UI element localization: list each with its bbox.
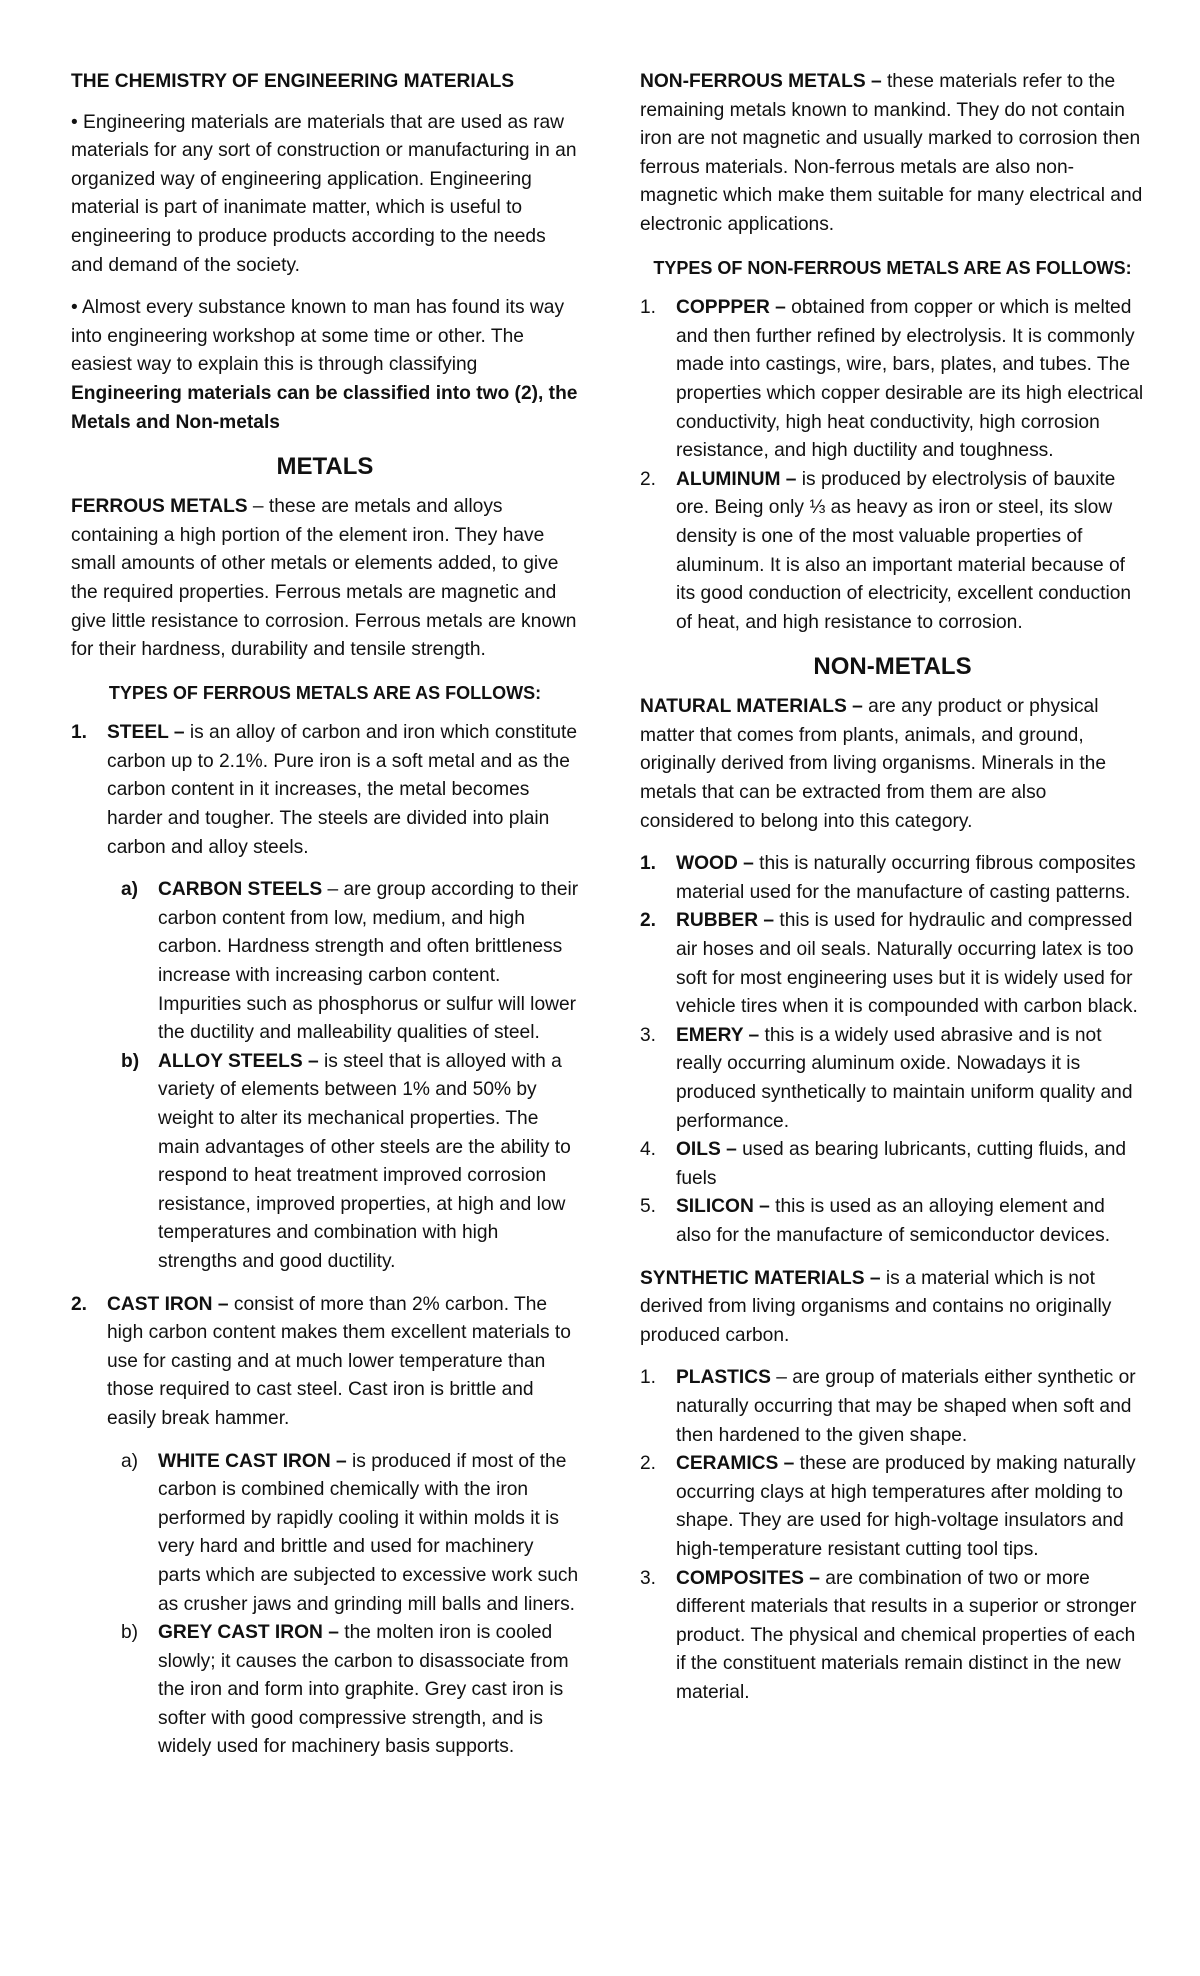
sub-item-grey-cast-iron [121, 1619, 579, 1762]
item-term: CAST IRON – [107, 1293, 229, 1315]
list-item-steel [71, 719, 579, 1276]
ferrous-types-heading: TYPES OF FERROUS METALS ARE AS FOLLOWS: [108, 682, 542, 703]
sub-marker: b) [121, 1050, 140, 1072]
synthetic-materials-list [640, 1364, 1145, 1707]
list-marker: 5. [640, 1196, 657, 1218]
ferrous-types-list [71, 719, 579, 1762]
intro-paragraph-2-text: • Almost every substance known to man has found its way into engineering workshop at some time or other. The easiest way to explain this is through classifying [71, 297, 565, 376]
sub-marker: a) [121, 1450, 139, 1472]
list-marker: 1. [640, 297, 657, 319]
item-desc: this is naturally occurring fibrous composites material used for the manufacture of casting patterns. [676, 853, 1136, 903]
intro-paragraph-1: • Engineering materials are materials that are used as raw materials for any sort of construction or manufacturing in an organized way of engineering application. Engineering material is part of inanimate matter, which is useful to engineering to produce products according to the needs and demand of the society. [71, 111, 577, 276]
natural-materials-list [640, 850, 1145, 1250]
list-item-aluminum [640, 466, 1145, 638]
item-term: COMPOSITES – [676, 1567, 820, 1589]
classification-statement: Engineering materials can be classified into two (2), the Metals and Non-metals [71, 382, 578, 433]
list-marker: 2. [71, 1293, 88, 1315]
metals-heading: METALS [276, 453, 374, 481]
sub-desc: – are group according to their carbon content from low, medium, and high carbon. Hardness strength and often brittleness increase with increasing carbon content. Impurities such as phosphorus or sulfur will lower the ductility and malleability qualities of steel. [158, 879, 579, 1044]
list-marker: 2. [640, 1453, 657, 1475]
list-marker: 2. [640, 910, 657, 932]
natural-materials-desc: are any product or physical matter that comes from plants, animals, and ground, originally derived from living organisms. Minerals in the metals that can be extracted from them are also considered to belong into this category. [640, 696, 1107, 832]
list-item-composites [640, 1565, 1145, 1708]
item-desc: – are group of materials either synthetic or naturally occurring that may be shaped when soft and then hardened to the given shape. [676, 1367, 1136, 1446]
item-term: EMERY – [676, 1024, 760, 1046]
sub-term: WHITE CAST IRON – [158, 1450, 347, 1472]
list-marker: 4. [640, 1139, 657, 1161]
item-desc: are combination of two or more different materials that results in a superior or stronger product. The physical and chemical properties of each if the constituent materials remain distinct in the new material. [676, 1567, 1137, 1703]
right-column [640, 68, 1145, 1721]
list-marker: 3. [640, 1024, 657, 1046]
item-term: STEEL – [107, 722, 185, 744]
steel-sublist [121, 876, 579, 1276]
item-desc: consist of more than 2% carbon. The high carbon content makes them excellent materials to use for casting and at much lower temperature than those required to cast steel. Cast iron is brittle and easily break hammer. [107, 1293, 571, 1429]
natural-materials-paragraph [640, 693, 1145, 836]
list-item-copper [640, 294, 1145, 466]
item-term: RUBBER – [676, 910, 775, 932]
natural-materials-term: NATURAL MATERIALS – [640, 696, 863, 718]
sub-desc: is steel that is alloyed with a variety of elements between 1% and 50% by weight to alter its mechanical properties. The main advantages of other steels are the ability to respond to heat treatment improved corrosion resistance, improved properties, at high and low temperatures and combination with high strengths and good ductility. [158, 1050, 571, 1272]
non-ferrous-types-list [640, 294, 1145, 637]
item-term: CERAMICS – [676, 1453, 795, 1475]
sub-item-carbon-steels [121, 876, 579, 1048]
list-item-ceramics [640, 1450, 1145, 1564]
list-marker: 1. [71, 722, 88, 744]
item-term: COPPPER – [676, 297, 786, 319]
sub-marker: b) [121, 1622, 139, 1644]
item-desc: is an alloy of carbon and iron which constitute carbon up to 2.1%. Pure iron is a soft metal and as the carbon content in it increases, the metal becomes harder and tougher. The steels are divided into plain carbon and alloy steels. [107, 722, 578, 858]
sub-marker: a) [121, 879, 139, 901]
item-term: WOOD – [676, 853, 754, 875]
list-marker: 1. [640, 853, 657, 875]
list-marker: 2. [640, 468, 657, 490]
list-marker: 3. [640, 1567, 657, 1589]
list-item-oils [640, 1136, 1145, 1193]
item-term: ALUMINUM – [676, 468, 797, 490]
item-desc: is produced by electrolysis of bauxite ore. Being only ⅓ as heavy as iron or steel, its slow density is one of the most valuable properties of aluminum. It is also an important material because of its good conduction of electricity, excellent conduction of heat, and high resistance to corrosion. [676, 468, 1132, 633]
sub-item-white-cast-iron [121, 1448, 579, 1620]
ferrous-metals-paragraph [71, 493, 579, 665]
item-desc: this is used as an alloying element and also for the manufacture of semiconductor devices. [676, 1196, 1111, 1246]
sub-item-alloy-steels [121, 1048, 579, 1277]
item-desc: this is a widely used abrasive and is not really occurring aluminum oxide. Nowadays it is produced synthetically to maintain uniform quality and performance. [676, 1024, 1133, 1132]
item-desc: obtained from copper or which is melted and then further refined by electrolysis. It is commonly made into castings, wire, bars, plates, and tubes. The properties which copper desirable are its high electrical conductivity, high heat conductivity, high corrosion resistance, and high ductility and toughness. [676, 297, 1144, 462]
intro-paragraph-2 [71, 294, 579, 437]
list-item-plastics [640, 1364, 1145, 1450]
left-column [71, 68, 579, 1776]
list-marker: 1. [640, 1367, 657, 1389]
item-term: OILS – [676, 1139, 737, 1161]
non-ferrous-metals-paragraph [640, 68, 1145, 240]
item-term: PLASTICS [676, 1367, 771, 1389]
synthetic-materials-paragraph [640, 1265, 1145, 1351]
synthetic-materials-desc: is a material which is not derived from living organisms and contains no originally produced carbon. [640, 1267, 1112, 1346]
sub-term: GREY CAST IRON – [158, 1622, 339, 1644]
non-metals-heading: NON-METALS [813, 653, 972, 681]
document-title: THE CHEMISTRY OF ENGINEERING MATERIALS [71, 71, 515, 92]
list-item-cast-iron [71, 1291, 579, 1763]
list-item-silicon [640, 1193, 1145, 1250]
list-item-emery [640, 1022, 1145, 1136]
sub-term: CARBON STEELS [158, 879, 323, 901]
item-term: SILICON – [676, 1196, 770, 1218]
non-ferrous-metals-desc: these materials refer to the remaining metals known to mankind. They do not contain iron are not magnetic and usually marked to corrosion then ferrous materials. Non-ferrous metals are also non-magnetic which make them suitable for many electrical and electronic applications. [640, 71, 1143, 235]
list-item-wood [640, 850, 1145, 907]
item-desc: these are produced by making naturally occurring clays at high temperatures after molding to shape. They are used for high-voltage insulators and high-temperature resistant cutting tool tips. [676, 1453, 1136, 1560]
synthetic-materials-term: SYNTHETIC MATERIALS – [640, 1267, 881, 1289]
cast-iron-sublist [121, 1448, 579, 1763]
list-item-rubber [640, 907, 1145, 1021]
non-ferrous-types-heading: TYPES OF NON-FERROUS METALS ARE AS FOLLOWS: [653, 257, 1132, 278]
item-desc: this is used for hydraulic and compressed air hoses and oil seals. Naturally occurring latex is too soft for most engineering uses but it is widely used for vehicle tires when it is compounded with carbon black. [676, 910, 1138, 1018]
sub-term: ALLOY STEELS – [158, 1050, 319, 1072]
non-ferrous-metals-term: NON-FERROUS METALS – [640, 71, 882, 92]
ferrous-metals-term: FERROUS METALS [71, 496, 248, 518]
sub-desc: is produced if most of the carbon is combined chemically with the iron performed by rapidly cooling it within molds it is very hard and brittle and used for machinery parts which are subjected to excessive work such as crusher jaws and grinding mill balls and liners. [158, 1450, 579, 1615]
sub-desc: the molten iron is cooled slowly; it causes the carbon to disassociate from the iron and form into graphite. Grey cast iron is softer with good compressive strength, and is widely used for machinery basis supports. [158, 1622, 569, 1758]
ferrous-metals-desc: – these are metals and alloys containing a high portion of the element iron. They have small amounts of other metals or elements added, to give the required properties. Ferrous metals are magnetic and give little resistance to corrosion. Ferrous metals are known for their hardness, durability and tensile strength. [71, 496, 577, 661]
item-desc: used as bearing lubricants, cutting fluids, and fuels [676, 1139, 1127, 1189]
